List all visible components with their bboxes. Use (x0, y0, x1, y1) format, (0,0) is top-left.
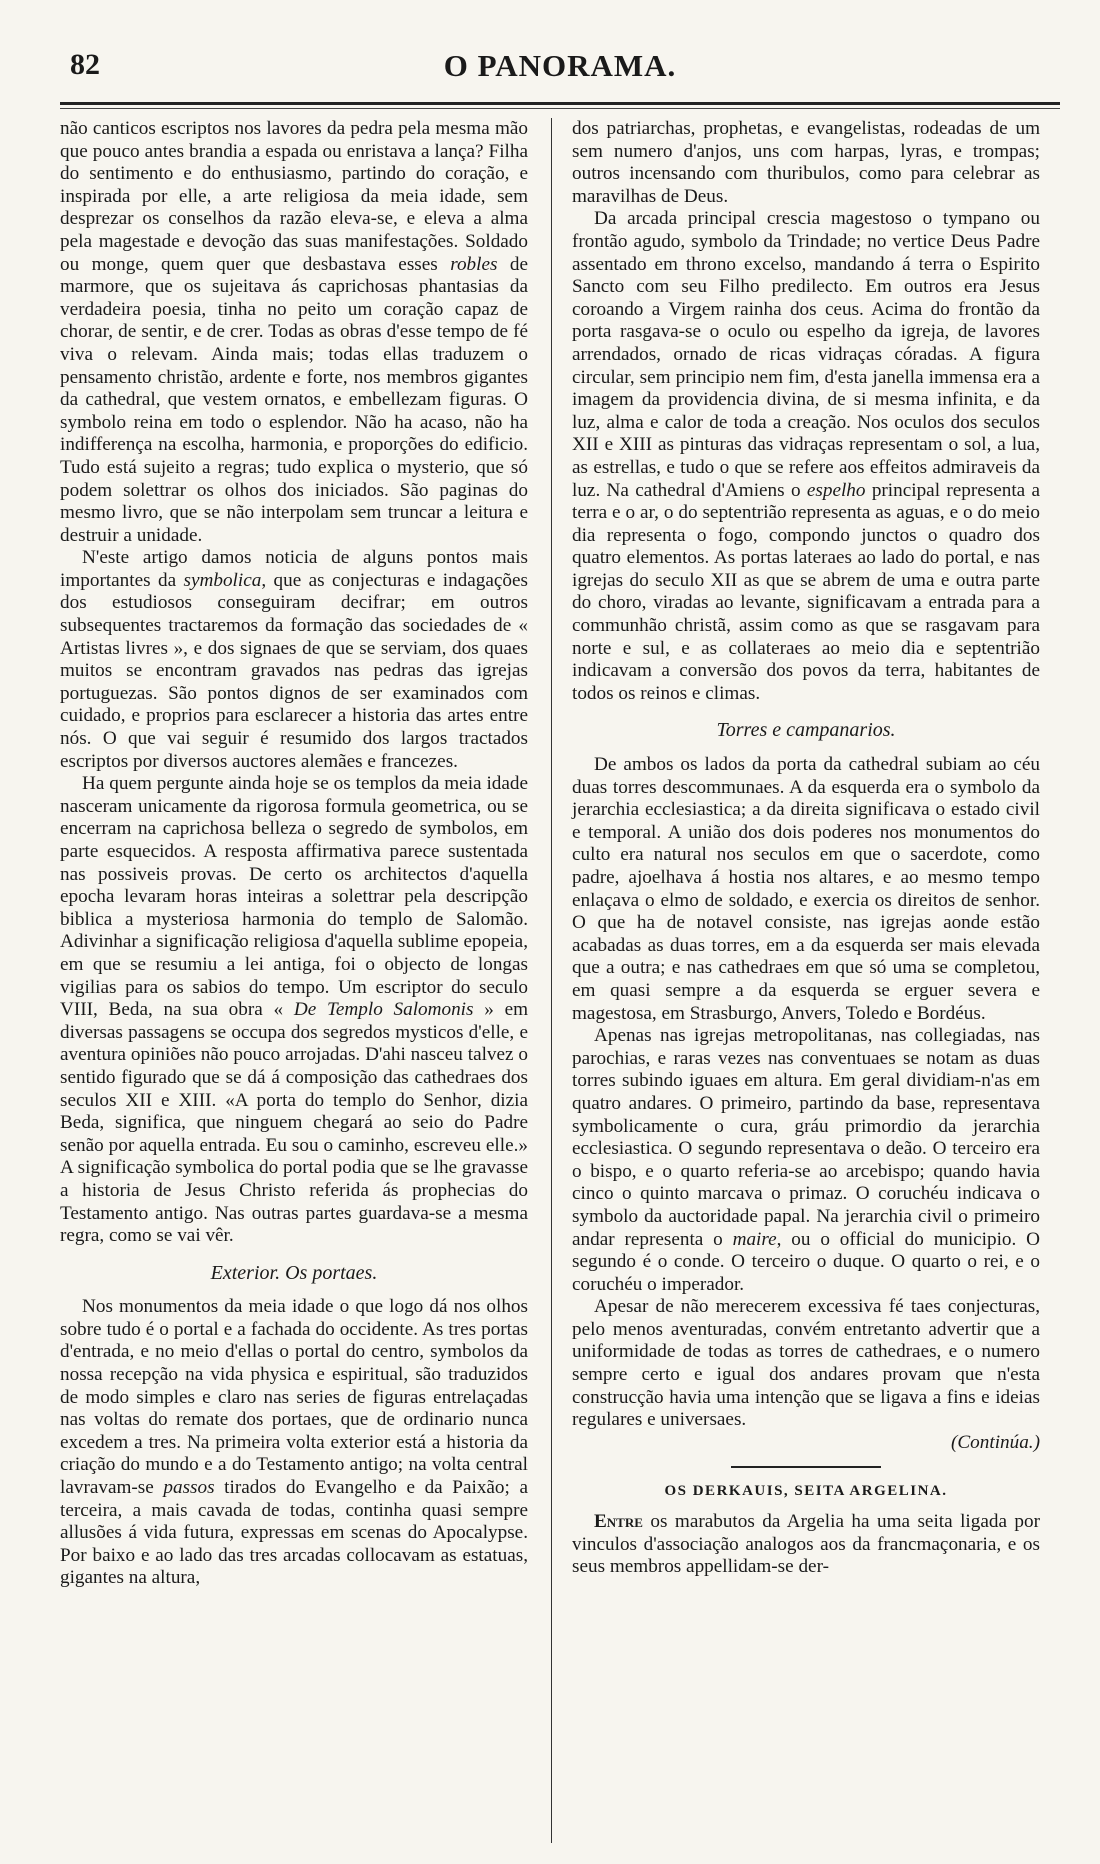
header-rule (60, 102, 1060, 105)
continua-note: (Continúa.) (950, 1431, 1040, 1453)
paragraph: Apenas nas igrejas metropolitanas, nas collegiadas, nas parochias, e raras vezes nas conventuaes se notam as duas torres subindo iguaes em altura. Em geral dividiam-n'as em quatro andares. O primeiro, partindo da base, representava symbolicamente o cura, gráu primordio da jerarchia ecclesiastica. O segundo representava o deão. O terceiro era o bispo, e o quarto referia-se ao arcebispo; quando havia cinco o quinto marcava o primaz. O coruchéu indicava o symbolo da auctoridade papal. Na jerarchia civil o primeiro andar representa o maire, ou o official do municipio. O segundo é o conde. O terceiro o duque. O quarto o rei, e o coruchéu o imperador. (572, 1025, 1041, 1295)
header-rule-thin (60, 108, 1060, 109)
section-heading-torres: Torres e campanarios. (716, 719, 896, 742)
running-title: O PANORAMA. (443, 48, 677, 83)
page-number: 82 (70, 48, 100, 81)
right-column (572, 118, 1040, 1579)
paragraph: Da arcada principal crescia magestoso o tympano ou frontão agudo, symbolo da Trindade; no vertice Deus Padre assentado em throno excelso, mandando á terra o Espirito Sancto com seu Filho predilecto. Em outros era Jesus coroando a Virgem rainha dos ceus. Acima do frontão da porta rasgava-se o oculo ou espelho da igreja, de lavores arrendados, ornado de ricas vidraças córadas. A figura circular, sem principio nem fim, d'esta janella immensa era a imagem da providencia divina, de si mesma infinita, e da luz, alma e calor de toda a creação. Nos oculos dos seculos XII e XIII as pinturas das vidraças representam o sol, a lua, as estrellas, e tudo o que se refere aos effeitos admiraveis da luz. Na cathedral d'Amiens o espelho principal representa a terra e o ar, o do septentrião representa as aguas, e o do meio dia representa o fogo, compondo junctos o quadro dos quatro elementos. As portas lateraes ao lado do portal, e nas igrejas do seculo XII as que se abrem de uma e outra parte do choro, viradas ao levante, significavam a entrada para a communhão christã, assim como as que se rasgavam para norte e sul, e as collateraes ao meio dia e septentrião indicavam a conversão dos povos da terra, habitantes de todos os reinos e climas. (572, 208, 1041, 704)
left-column (60, 118, 528, 1590)
column-divider (551, 118, 552, 1843)
paragraph: não canticos escriptos nos lavores da pedra pela mesma mão que pouco antes brandia a espada ou enristava a lança? Filha do sentimento e do enthusiasmo, partindo do coração, e inspirada por elle, a arte religiosa da meia idade, sem desprezar os conselhos da razão eleva-se, e eleva a alma pela magestade e devoção das suas manifestações. Soldado ou monge, quem quer que desbastava esses robles de marmore, que os sujeitava ás caprichosas phantasias da verdadeira poesia, tinha no peito um coração capaz de chorar, de sentir, e de crer. Todas as obras d'esse tempo de fé viva o relevam. Ainda mais; todas ellas traduzem o pensamento christão, ardente e forte, nos membros gigantes da cathedral, que vestem ornatos, e embellezam figuras. O symbolo reina em todo o esplendor. Não ha acaso, não ha indifferença na escolha, harmonia, e proporções do edificio. Tudo está sujeito a regras; tudo explica o mysterio, que só podem solettrar os olhos dos iniciados. São paginas do mesmo livro, que se não interpolam sem truncar a leitura e destruir a unidade. (60, 118, 529, 546)
section-heading-exterior: Exterior. Os portaes. (210, 1261, 378, 1284)
paragraph: Apesar de não merecerem excessiva fé taes conjecturas, pelo menos aventuradas, convém entretanto advertir que a uniformidade de todas as torres de cathedraes, e o numero sempre certo e igual dos andares provam que n'esta construcção havia uma intenção que se ligava a fins e ideias regulares e universaes. (572, 1296, 1040, 1431)
paragraph: Nos monumentos da meia idade o que logo dá nos olhos sobre tudo é o portal e a fachada do occidente. As tres portas d'entrada, e no meio d'ellas o portal do centro, symbolos da nossa recepção na vida physica e espiritual, são traduzidos de modo simples e claro nas series de figuras entrelaçadas nas voltas do remate dos portaes, que de ordinario nunca excedem a tres. Na primeira volta exterior está a historia da criação do mundo e a do Testamento antigo; na volta central lavravam-se passos tirados do Evangelho e da Paixão; a terceira, a mais cavada de todas, continha quasi sempre allusões á vida futura, expressas em scenas do Apocalypse. Por baixo e ao lado das tres arcadas collocavam as estatuas, gigantes na altura, (60, 1296, 528, 1589)
section-heading-derkauis: OS DERKAUIS, SEITA ARGELINA. (664, 1483, 948, 1500)
page-header (70, 48, 1050, 88)
paragraph: De ambos os lados da porta da cathedral subiam ao céu duas torres descommunaes. A da esquerda era o symbolo da jerarchia ecclesiastica; a da direita significava o estado civil e temporal. A união dos dois poderes nos monumentos do culto era natural nos seculos em que o sacerdote, como padre, ajoelhava á hostia nos altares, e ao mesmo tempo enlaçava o elmo de soldado, e exercia os direitos de senhor. O que ha de notavel consiste, nas igrejas aonde estão acabadas as duas torres, em a da esquerda ser mais elevada que a outra; e nas cathedraes em que só uma se completou, em quasi sempre a da esquerda se erguer severa e magestosa, em Strasburgo, Anvers, Toledo e Bordéus. (572, 754, 1040, 1024)
paragraph: N'este artigo damos noticia de alguns pontos mais importantes da symbolica, que as conjecturas e indagações dos estudiosos conseguiram decifrar; em outros subsequentes tractaremos da formação das sociedades de « Artistas livres », e dos signaes de que se serviam, dos quaes muitos se encontram gravados nas pedras das igrejas portuguezas. São pontos dignos de ser examinados com cuidado, e proprios para esclarecer a historia das artes entre nós. O que vai seguir é resumido dos largos tractados escriptos por diversos auctores alemães e francezes. (60, 547, 529, 772)
article-separator (731, 1466, 881, 1468)
paragraph: dos patriarchas, prophetas, e evangelistas, rodeadas de um sem numero d'anjos, uns com harpas, lyras, e trompas; outros incensando com thuribulos, como para celebrar as maravilhas de Deus. (572, 118, 1040, 207)
paragraph: Ha quem pergunte ainda hoje se os templos da meia idade nasceram unicamente da rigorosa formula geometrica, ou se encerram na caprichosa belleza o segredo de symbolos, em parte esquecidos. A resposta affirmativa parece sustentada nas possiveis provas. De certo os architectos d'aquella epocha levaram horas inteiras a solettrar pela descripção biblica a mysteriosa harmonia do templo de Salomão. Adivinhar a significação religiosa d'aquella sublime epopeia, em que se resumiu a lei antiga, foi o objecto de longas vigilias para os sabios do tempo. Um escriptor do seculo VIII, Beda, na sua obra « De Templo Salomonis » em diversas passagens se occupa dos segredos mysticos d'elle, e aventura opiniões não pouco arrojadas. D'ahi nasceu talvez o sentido figurado que se dá á composição das cathedraes dos seculos XII e XIII. «A porta do templo do Senhor, dizia Beda, significa, que ninguem chegará ao seio do Padre senão por aquella entrada. Eu sou o caminho, escreveu elle.» A significação symbolica do portal podia que se lhe gravasse a historia de Jesus Christo referida ás prophecias do Testamento antigo. Nas outras partes guardava-se a mesma regra, como se vai vêr. (60, 773, 529, 1247)
paragraph: Entre os marabutos da Argelia ha uma seita ligada por vinculos d'associação analogos aos da francmaçonaria, e os seus membros appellidam-se der- (572, 1511, 1040, 1578)
